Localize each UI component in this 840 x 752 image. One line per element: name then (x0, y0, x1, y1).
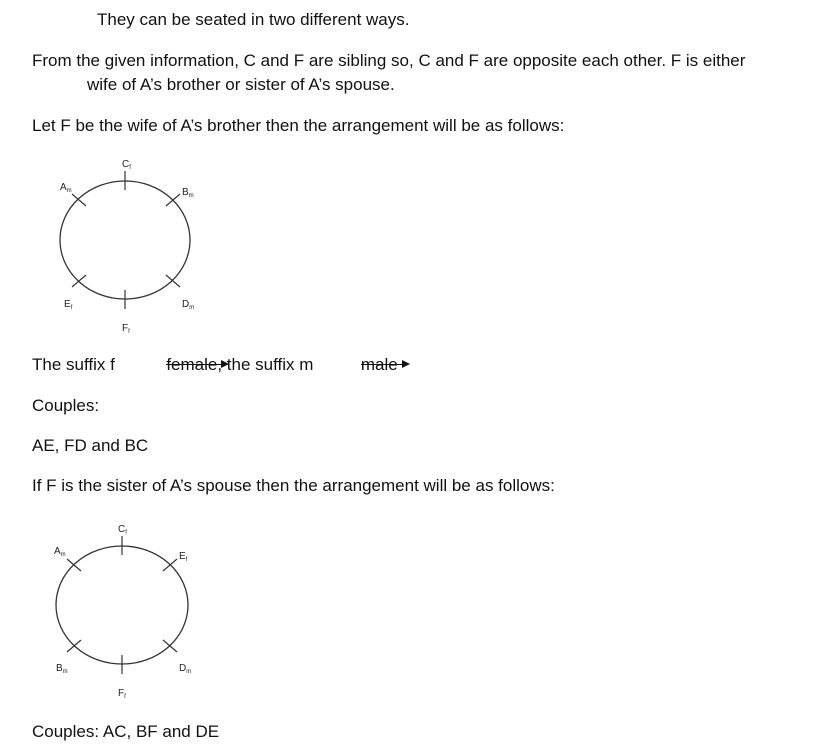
given-info-text-line2: wife of A’s brother or sister of A’s spouse. (87, 75, 395, 94)
label-bottom: $F_f$ (122, 323, 130, 335)
suffix-m-text: , the suffix m (217, 355, 314, 374)
circle-2 (56, 546, 188, 664)
label-bottom-right: $D_m$ (182, 299, 195, 311)
label-bottom-left: $B_m$ (56, 663, 68, 675)
suffix-f-text: The suffix f (32, 355, 115, 374)
female-struck: female (166, 354, 217, 376)
couples-case2: Couples: AC, BF and DE (32, 722, 220, 741)
male-struck: male (361, 354, 398, 376)
label-bottom-left: $E_f$ (64, 299, 73, 311)
label-top: $C_f$ (118, 524, 127, 536)
label-top-left: $A_m$ (60, 182, 72, 194)
label-top-left: $A_m$ (54, 546, 66, 558)
couples-label: Couples: (32, 396, 100, 415)
label-top: $C_f$ (122, 159, 131, 171)
case2-intro-text: If F is the sister of A’s spouse then the arrangement will be as follows: (32, 476, 555, 495)
case1-intro-text: Let F be the wife of A’s brother then the arrangement will be as follows: (32, 116, 565, 135)
label-bottom: $F_f$ (118, 688, 126, 700)
seating-ways-text: They can be seated in two different ways. (97, 10, 410, 29)
label-bottom-right: $D_m$ (179, 663, 192, 675)
couples-case1: AE, FD and BC (32, 436, 149, 455)
label-top-right: $B_m$ (182, 187, 194, 199)
label-top-right: $E_f$ (179, 551, 188, 563)
given-info-text-line1: From the given information, C and F are sibling so, C and F are opposite each other. F is either (32, 51, 746, 70)
